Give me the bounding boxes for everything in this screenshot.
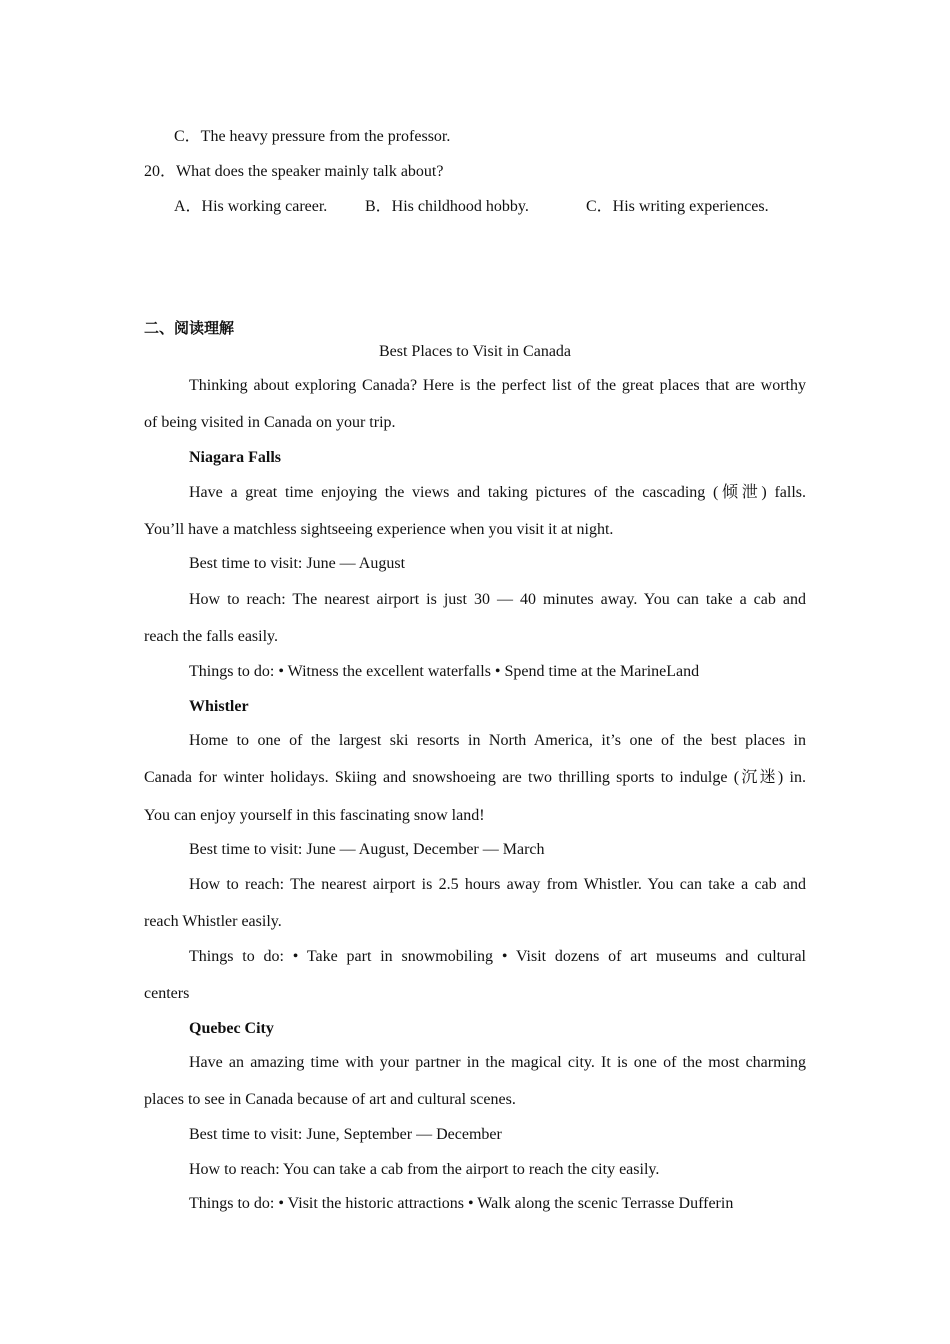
q20-question: 20．What does the speaker mainly talk about? (144, 163, 444, 180)
quebec-best-time: Best time to visit: June, September — December (189, 1126, 502, 1143)
q20-option-b: B．His childhood hobby. (365, 198, 529, 215)
niagara-things-to-do: Things to do: • Witness the excellent waterfalls • Spend time at the MarineLand (189, 663, 700, 680)
q19-option-c: C．The heavy pressure from the professor. (174, 128, 451, 145)
place-heading-niagara: Niagara Falls (189, 449, 281, 466)
q20-option-a: A．His working career. (174, 198, 328, 215)
niagara-reach-line-2: reach the falls easily. (144, 628, 279, 645)
quebec-things-to-do: Things to do: • Visit the historic attractions • Walk along the scenic Terrasse Dufferin (189, 1195, 734, 1212)
quebec-desc-line-2: places to see in Canada because of art and cultural scenes. (144, 1091, 516, 1108)
niagara-best-time: Best time to visit: June — August (189, 555, 406, 572)
intro-line-1: Thinking about exploring Canada? Here is the perfect list of the great places that are worthy (189, 377, 806, 394)
niagara-desc-line-1: Have a great time enjoying the views and taking pictures of the cascading (倾泄) falls. (189, 484, 806, 501)
niagara-desc-line-2: You’ll have a matchless sightseeing experience when you visit it at night. (144, 521, 614, 538)
whistler-reach-line-2: reach Whistler easily. (144, 913, 282, 930)
whistler-things-line-2: centers (144, 985, 190, 1002)
section-heading: 二、阅读理解 (144, 319, 235, 337)
whistler-reach-line-1: How to reach: The nearest airport is 2.5 hours away from Whistler. You can take a cab and (189, 876, 806, 893)
quebec-reach: How to reach: You can take a cab from the airport to reach the city easily. (189, 1161, 660, 1178)
whistler-desc-line-3: You can enjoy yourself in this fascinating snow land! (144, 807, 485, 824)
whistler-things-line-1: Things to do: • Take part in snowmobiling • Visit dozens of art museums and cultural (189, 948, 806, 965)
place-heading-quebec: Quebec City (189, 1020, 274, 1037)
quebec-desc-line-1: Have an amazing time with your partner in the magical city. It is one of the most charming (189, 1054, 806, 1071)
place-heading-whistler: Whistler (189, 698, 249, 715)
intro-line-2: of being visited in Canada on your trip. (144, 414, 396, 431)
article-title: Best Places to Visit in Canada (378, 343, 572, 360)
whistler-desc-line-1: Home to one of the largest ski resorts in North America, it’s one of the best places in (189, 732, 806, 749)
whistler-best-time: Best time to visit: June — August, December — March (189, 841, 545, 858)
whistler-desc-line-2: Canada for winter holidays. Skiing and snowshoeing are two thrilling sports to indulge (沉迷) in. (144, 769, 806, 786)
q20-option-c: C．His writing experiences. (586, 198, 769, 215)
niagara-reach-line-1: How to reach: The nearest airport is just 30 — 40 minutes away. You can take a cab and (189, 591, 806, 608)
